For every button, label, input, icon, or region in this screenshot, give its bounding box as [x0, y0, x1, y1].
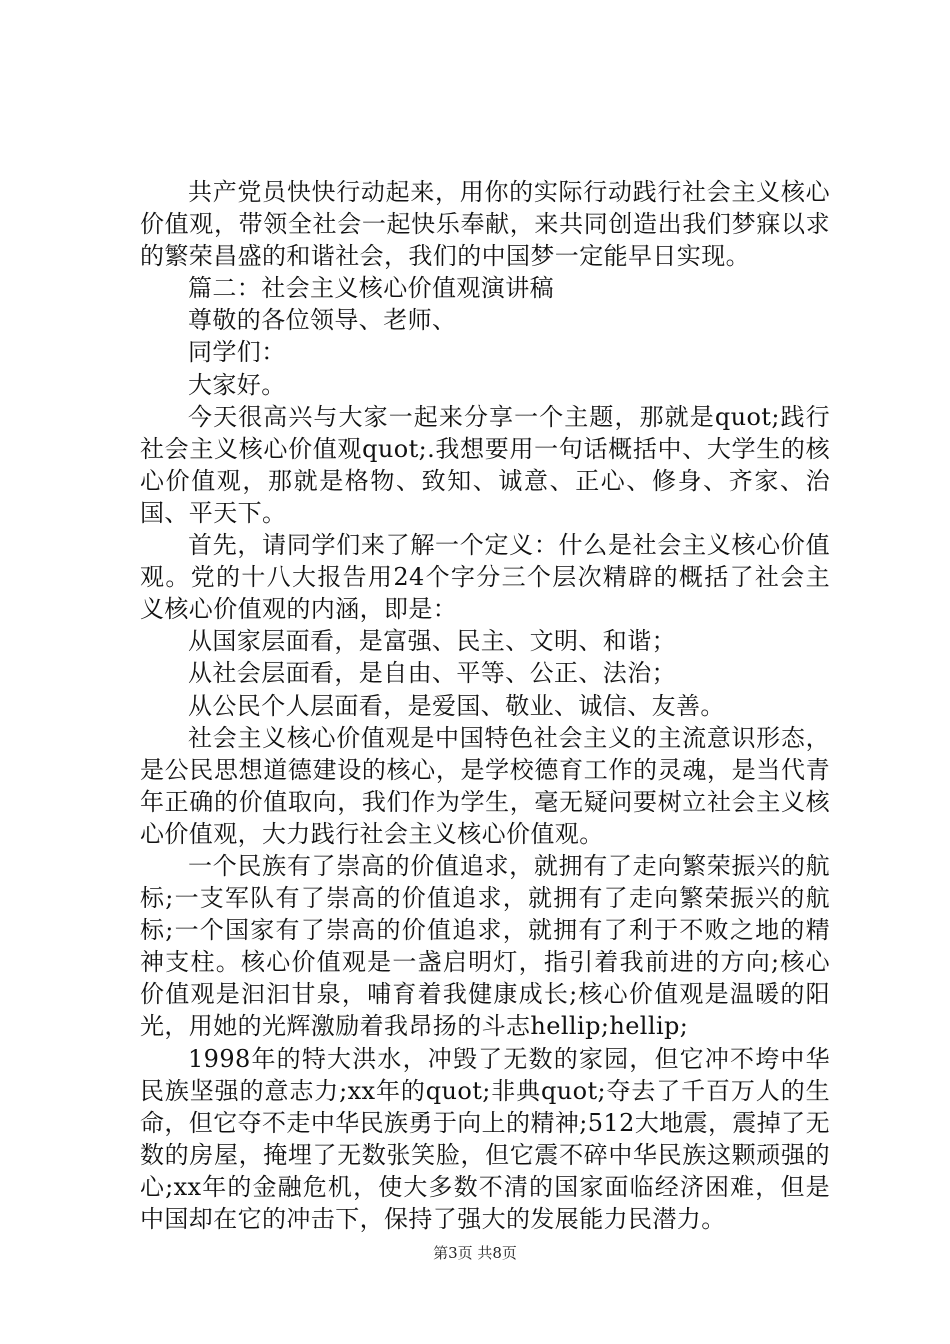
paragraph-national-level: 从国家层面看，是富强、民主、文明、和谐； [188, 627, 676, 656]
paragraph-intro: 今天很高兴与大家一起来分享一个主题，那就是quot;践行社会主义核心价值观quot;.我想要用一句话概括中、大学生的核心价值观，那就是格物、致知、诚意、正心、修身、齐家、治国、平天下。 [140, 402, 830, 527]
paragraph-ideology: 社会主义核心价值观是中国特色社会主义的主流意识形态，是公民思想道德建设的核心，是学校德育工作的灵魂，是当代青年正确的价值取向，我们作为学生，毫无疑问要树立社会主义核心价值观，大力践行社会主义核心价值观。 [140, 723, 830, 848]
document-body [140, 176, 830, 1235]
paragraph-social-level: 从社会层面看，是自由、平等、公正、法治； [188, 659, 676, 688]
salutation-students: 同学们： [188, 338, 286, 367]
page-footer: 第3页 共8页 [433, 1244, 517, 1262]
paragraph-history: 1998年的特大洪水，冲毁了无数的家园，但它冲不垮中华民族坚强的意志力;xx年的quot;非典quot;夺去了千百万人的生命，但它夺不走中华民族勇于向上的精神;512大地震，震掉了无数的房屋，掩埋了无数张笑脸，但它震不碎中华民族这颗顽强的心;xx年的金融危机，使大多数不清的国家面临经济困难，但是中国却在它的冲击下，保持了强大的发展能力民潜力。 [140, 1044, 830, 1233]
section-heading: 篇二：社会主义核心价值观演讲稿 [188, 274, 554, 303]
salutation-line: 尊敬的各位领导、老师、 [188, 306, 457, 335]
paragraph-1: 共产党员快快行动起来，用你的实际行动践行社会主义核心价值观，带领全社会一起快乐奉献，来共同创造出我们梦寐以求的繁荣昌盛的和谐社会，我们的中国梦一定能早日实现。 [140, 178, 830, 271]
paragraph-value-pursuit: 一个民族有了崇高的价值追求，就拥有了走向繁荣振兴的航标;一支军队有了崇高的价值追求，就拥有了走向繁荣振兴的航标;一个国家有了崇高的价值追求，就拥有了利于不败之地的精神支柱。核心价值观是一盏启明灯，指引着我前进的方向;核心价值观是汩汩甘泉，哺育着我健康成长;核心价值观是温暖的阳光，用她的光辉激励着我昂扬的斗志hellip;hellip; [140, 851, 830, 1041]
paragraph-definition: 首先，请同学们来了解一个定义：什么是社会主义核心价值观。党的十八大报告用24个字分三个层次精辟的概括了社会主义核心价值观的内涵，即是： [140, 531, 830, 624]
greeting: 大家好。 [188, 370, 286, 399]
paragraph-individual-level: 从公民个人层面看，是爱国、敬业、诚信、友善。 [188, 691, 725, 720]
